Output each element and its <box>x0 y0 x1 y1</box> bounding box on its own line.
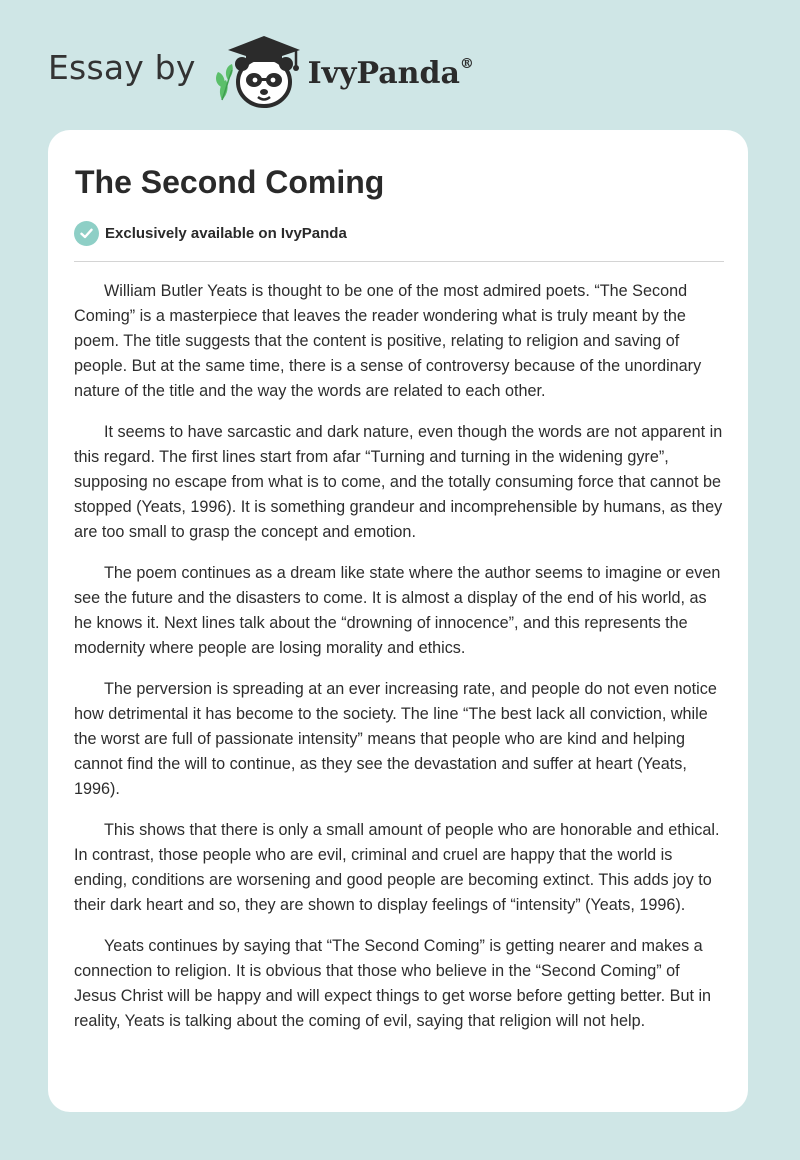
registered-mark: ® <box>459 55 474 72</box>
panda-logo-icon[interactable] <box>212 30 304 112</box>
panda-logo-svg <box>212 30 304 112</box>
check-circle-icon <box>74 221 99 246</box>
paragraph: The poem continues as a dream like state where the author seems to imagine or even see the future and the disasters to come. It is almost a display of the end of his world, as he knows it. Next lines talk about the “drowning of innocence”, and this represents the modernity where people are losing morality and ethics. <box>74 564 721 657</box>
brand-label: IvyPanda <box>307 55 460 91</box>
paragraph: It seems to have sarcastic and dark nature, even though the words are not apparent in this regard. The first lines start from afar “Turning and turning in the widening gyre”, supposing no escape from what is to come, and the totally consuming force that cannot be stopped (Yeats, 1996). It is something grandeur and incomprehensible by humans, as they are too small to grasp the concept and emotion. <box>74 423 723 541</box>
essay-by-label: Essay by <box>48 47 196 87</box>
site-header <box>48 30 474 112</box>
paragraph: The perversion is spreading at an ever increasing rate, and people do not even notice how detrimental it has become to the society. The line “The best lack all conviction, while the worst are full of passionate intensity” means that people who are kind and helping cannot find the will to continue, as they see the devastation and suffer at heart (Yeats, 1996). <box>74 680 717 798</box>
paragraph: This shows that there is only a small amount of people who are honorable and ethical. In contrast, those people who are evil, criminal and cruel are happy that the world is ending, conditions are worsening and good people are becoming extinct. This adds joy to their dark heart and so, they are shown to display feelings of “intensity” (Yeats, 1996). <box>74 821 720 914</box>
exclusive-badge-label: Exclusively available on IvyPanda <box>105 225 347 242</box>
exclusive-badge <box>74 221 347 246</box>
title-divider <box>74 261 724 262</box>
paragraph: William Butler Yeats is thought to be one of the most admired poets. “The Second Coming” is a masterpiece that leaves the reader wondering what is truly meant by the poem. The title suggests that the content is positive, relating to religion and saving of people. But at the same time, there is a sense of controversy because of the unordinary nature of the title and the way the words are related to each other. <box>74 282 702 400</box>
brand-name[interactable] <box>308 56 474 91</box>
checkmark-icon <box>80 228 93 239</box>
page-title: The Second Coming <box>75 164 385 200</box>
essay-body <box>74 279 726 1050</box>
essay-card <box>48 130 748 1112</box>
paragraph: Yeats continues by saying that “The Second Coming” is getting nearer and makes a connection to religion. It is obvious that those who believe in the “Second Coming” of Jesus Christ will be happy and will expect things to get worse before getting better. But in reality, Yeats is talking about the coming of evil, saying that religion will not help. <box>74 937 712 1030</box>
ivy-leaf-icon <box>216 64 233 100</box>
